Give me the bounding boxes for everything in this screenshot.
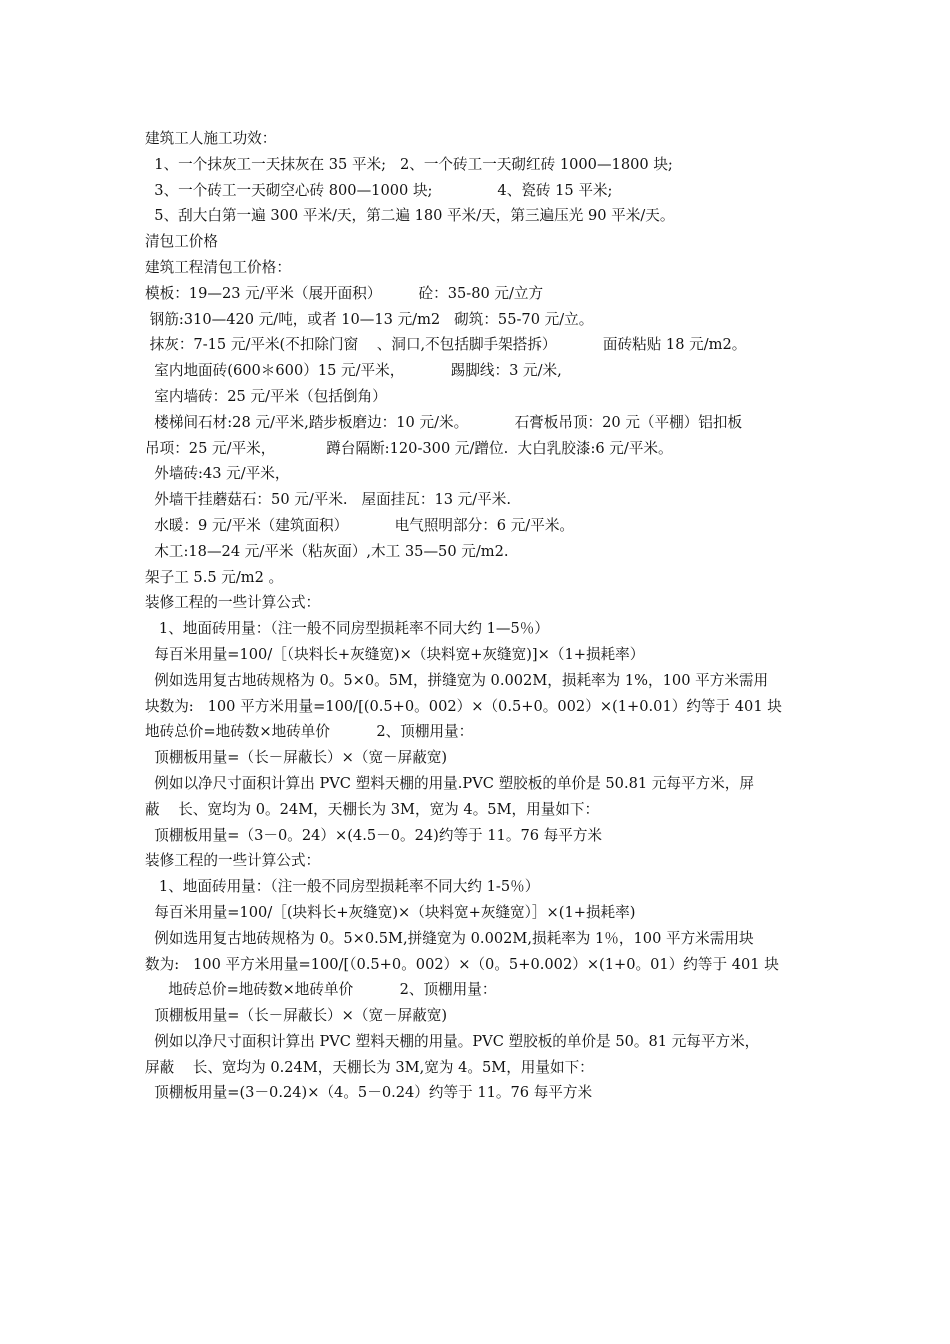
text-line: 外墙干挂蘑菇石：50 元/平米. 屋面挂瓦：13 元/平米. bbox=[145, 491, 512, 509]
text-line: 例如选用复古地砖规格为 0。5×0.5M,拼缝宽为 0.002M,损耗率为 1％，100 平方米需用块 bbox=[145, 929, 754, 947]
text-line: 每百米用量=100/［（块料长+灰缝宽)×（块料宽+灰缝宽)]×（1+损耗率） bbox=[145, 645, 645, 663]
text-line: 例如以净尺寸面积计算出 PVC 塑料天棚的用量.PVC 塑胶板的单价是 50.81 元每平方米，屏 bbox=[145, 774, 754, 792]
text-line: 屏蔽 长、宽均为 0.24M，天棚长为 3M,宽为 4。5M，用量如下： bbox=[145, 1058, 594, 1076]
text-line: 每百米用量=100/［(块料长+灰缝宽)×（块料宽+灰缝宽）］×(1+损耗率) bbox=[145, 903, 636, 921]
text-line: 1、地面砖用量：（注一般不同房型损耗率不同大约 1-5％） bbox=[145, 878, 540, 896]
text-line: 例如以净尺寸面积计算出 PVC 塑料天棚的用量。PVC 塑胶板的单价是 50。81 元每平方米， bbox=[145, 1032, 760, 1050]
text-line: 室内墙砖：25 元/平米（包括倒角） bbox=[145, 387, 387, 405]
heading-decoration-formulas: 装修工程的一些计算公式： bbox=[145, 594, 321, 612]
text-line: 钢筋:310—420 元/吨，或者 10—13 元/m2 砌筑：55-70 元/立。 bbox=[145, 310, 594, 328]
heading-worker-efficiency: 建筑工人施工功效： bbox=[145, 130, 277, 147]
text-line: 吊项：25 元/平米， 蹲台隔断:120-300 元/蹭位. 大白乳胶漆:6 元/平米。 bbox=[145, 439, 673, 457]
text-line: 室内地面砖(600＊600）15 元/平米， 踢脚线：3 元/米, bbox=[145, 362, 562, 380]
text-line: 数为: 100 平方米用量=100/[（0.5+0。002）×（0。5+0.002）×(1+0。01）约等于 401 块 bbox=[145, 955, 779, 973]
heading-decoration-formulas-repeat: 装修工程的一些计算公式： bbox=[145, 852, 321, 870]
document-body bbox=[145, 126, 825, 1106]
text-line: 木工:18—24 元/平米（粘灰面）,木工 35—50 元/m2. bbox=[145, 542, 509, 560]
text-line: 架子工 5.5 元/m2 。 bbox=[145, 568, 284, 586]
heading-construction-labor-price: 建筑工程清包工价格： bbox=[145, 258, 291, 276]
text-line: 水暖：9 元/平米（建筑面积） 电气照明部分：6 元/平米。 bbox=[145, 516, 575, 534]
text-line: 例如选用复古地砖规格为 0。5×0。5M，拼缝宽为 0.002M，损耗率为 1%，100 平方米需用 bbox=[145, 671, 769, 689]
text-line: 地砖总价=地砖数×地砖单价 2、顶棚用量： bbox=[145, 981, 497, 999]
text-line: 顶棚板用量=（3－0。24）×(4.5－0。24)约等于 11。76 每平方米 bbox=[145, 826, 603, 844]
heading-labor-price: 清包工价格 bbox=[145, 233, 218, 251]
text-line: 顶棚板用量=（长－屏蔽长）×（宽－屏蔽宽) bbox=[145, 749, 448, 767]
text-line: 外墙砖:43 元/平米， bbox=[145, 465, 290, 483]
text-line: 1、一个抹灰工一天抹灰在 35 平米; 2、一个砖工一天砌红砖 1000—1800 块; bbox=[145, 155, 673, 173]
text-line: 模板：19—23 元/平米（展开面积） 砼：35-80 元/立方 bbox=[145, 284, 544, 302]
text-line: 块数为: 100 平方米用量=100/[(0.5+0。002）×（0.5+0。002）×(1+0.01）约等于 401 块 bbox=[145, 697, 782, 715]
text-line: 地砖总价=地砖数×地砖单价 2、顶棚用量： bbox=[145, 723, 474, 741]
text-line: 顶棚板用量=(3－0.24)×（4。5－0.24）约等于 11。76 每平方米 bbox=[145, 1084, 593, 1102]
text-line: 楼梯间石材:28 元/平米,踏步板磨边：10 元/米。 石膏板吊顶：20 元（平棚）铝扣板 bbox=[145, 413, 743, 431]
text-line: 蔽 长、宽均为 0。24M，天棚长为 3M，宽为 4。5M，用量如下： bbox=[145, 800, 600, 818]
text-line: 3、一个砖工一天砌空心砖 800—1000 块; 4、瓷砖 15 平米; bbox=[145, 181, 613, 199]
text-line: 1、地面砖用量：（注一般不同房型损耗率不同大约 1—5％） bbox=[145, 620, 549, 638]
text-line: 抹灰：7-15 元/平米(不扣除门窗 、洞口,不包括脚手架搭拆） 面砖粘贴 18 元/m2。 bbox=[145, 336, 747, 354]
text-line: 5、刮大白第一遍 300 平米/天，第二遍 180 平米/天，第三遍压光 90 平米/天。 bbox=[145, 207, 675, 225]
text-line: 顶棚板用量=（长－屏蔽长）×（宽－屏蔽宽) bbox=[145, 1007, 448, 1025]
